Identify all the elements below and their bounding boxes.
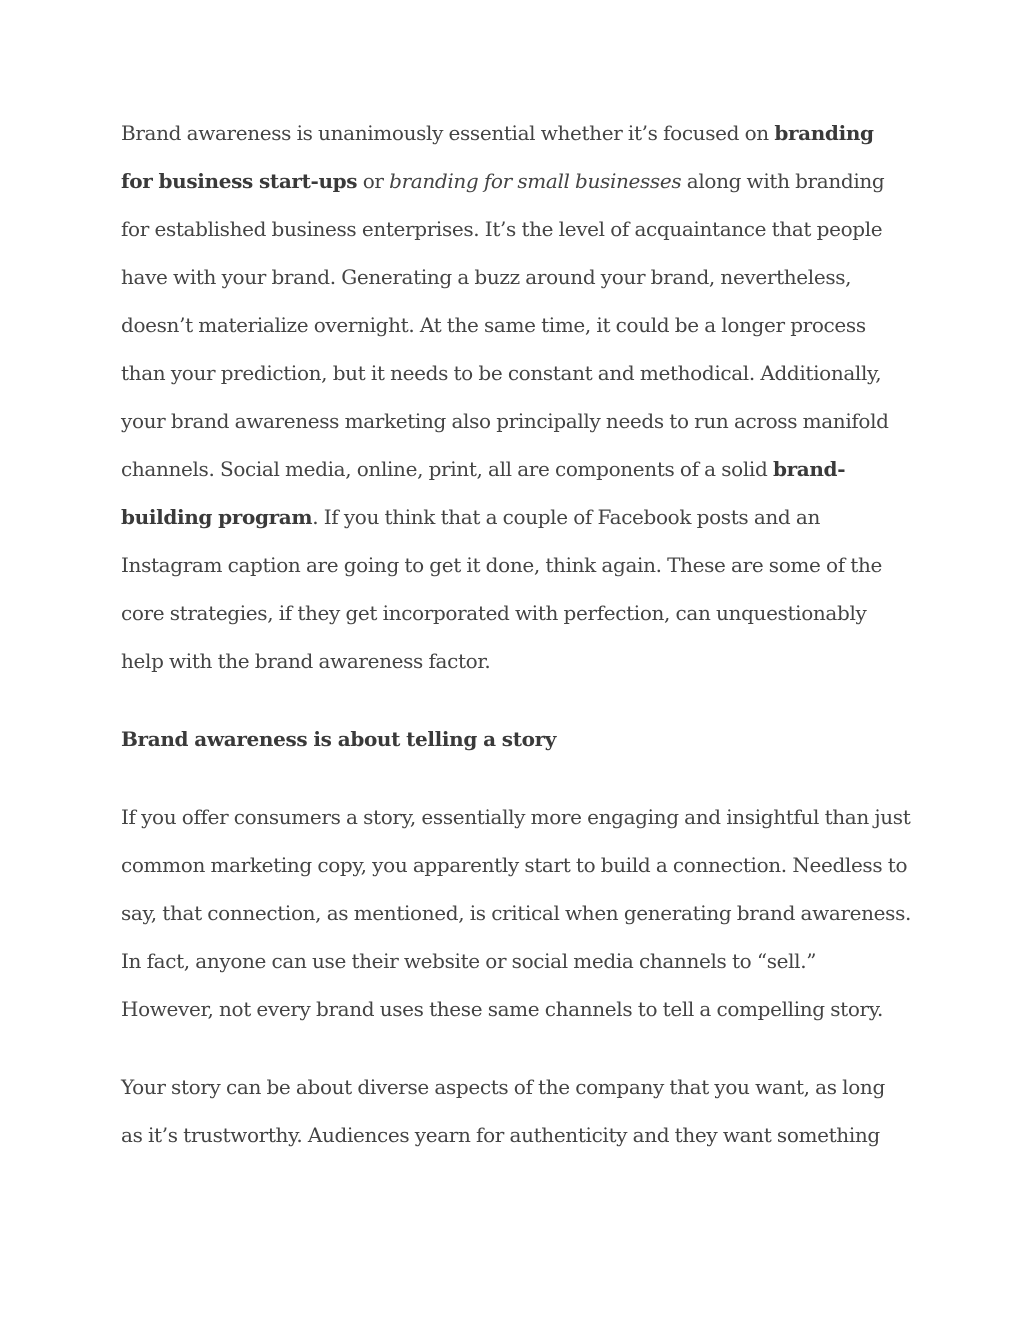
bold-term-brand-building: brand-building program — [121, 457, 846, 529]
paragraph-intro — [121, 109, 911, 685]
article-body — [121, 109, 911, 1159]
paragraph-authenticity: Your story can be about diverse aspects of the company that you want, as long as it’s trustworthy. Audiences yearn for authenticity and they want something — [121, 1075, 885, 1147]
text-run: along with branding for established business enterprises. It’s the level of acquaintance that people have with your brand. Generating a buzz around your brand, nevertheless, doesn’t materialize overnight. At the same time, it could be a longer process than your prediction, but it needs to be constant and methodical. Additionally, your brand awareness marketing also principally needs to run across manifold channels. Social media, online, print, all are components of a solid — [121, 169, 889, 481]
section-heading: Brand awareness is about telling a story — [121, 727, 557, 751]
bold-term-startups: branding for business start-ups — [121, 121, 874, 193]
text-run: or — [357, 169, 390, 193]
italic-term-small-businesses: branding for small businesses — [389, 169, 682, 193]
text-run: . If you think that a couple of Facebook posts and an Instagram caption are going to get it done, think again. These are some of the core strategies, if they get incorporated with perfection, can unquestionably help with the brand awareness factor. — [121, 505, 882, 673]
text-run: Brand awareness is unanimously essential whether it’s focused on — [121, 121, 775, 145]
paragraph-story: If you offer consumers a story, essentially more engaging and insightful than just common marketing copy, you apparently start to build a connection. Needless to say, that connection, as mentioned, is critical when generating brand awareness. In fact, anyone can use their website or social media channels to “sell.” However, not every brand uses these same channels to tell a compelling story. — [121, 805, 911, 1021]
